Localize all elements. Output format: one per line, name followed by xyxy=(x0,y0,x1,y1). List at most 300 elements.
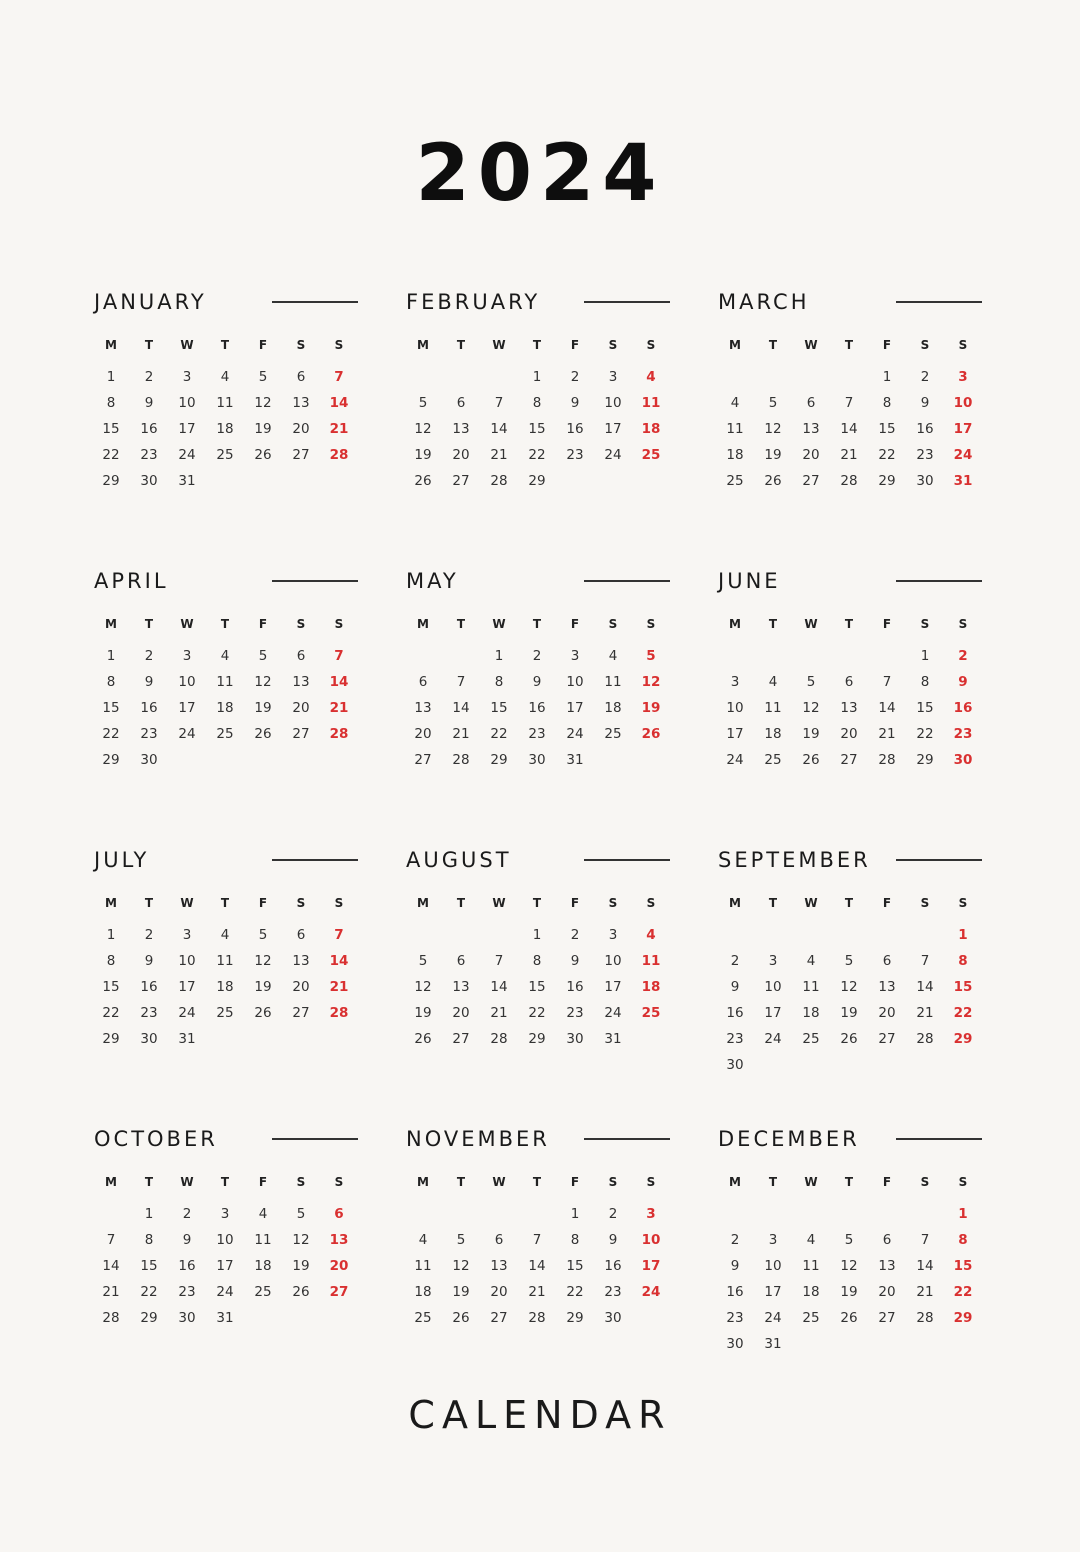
day-cell: 25 xyxy=(604,726,622,742)
day-cell: 19 xyxy=(840,1005,858,1021)
day-cell: 25 xyxy=(216,447,234,463)
weekday-label: T xyxy=(220,896,230,910)
day-cell: 9 xyxy=(570,395,580,411)
day-cell: 21 xyxy=(452,726,470,742)
weekday-label: M xyxy=(417,338,429,352)
day-cell: 17 xyxy=(566,700,584,716)
day-cell: 18 xyxy=(764,726,782,742)
month-header xyxy=(716,846,984,874)
day-cell: 13 xyxy=(802,421,820,437)
weekday-label: F xyxy=(258,1175,268,1189)
day-cell: 21 xyxy=(840,447,858,463)
day-cell: 17 xyxy=(178,979,196,995)
day-cell: 30 xyxy=(140,1031,158,1047)
weekday-label: T xyxy=(844,338,854,352)
sunday-day-cell: 11 xyxy=(641,395,661,411)
day-cell: 17 xyxy=(604,979,622,995)
day-cell: 1 xyxy=(144,1206,154,1222)
day-cell: 1 xyxy=(106,648,116,664)
day-cell: 22 xyxy=(916,726,934,742)
day-cell: 15 xyxy=(528,979,546,995)
day-cell: 4 xyxy=(418,1232,428,1248)
day-cell: 1 xyxy=(106,927,116,943)
day-cell: 22 xyxy=(102,447,120,463)
day-cell: 21 xyxy=(490,447,508,463)
day-cell: 12 xyxy=(802,700,820,716)
weekday-label: S xyxy=(296,338,306,352)
day-cell: 16 xyxy=(140,700,158,716)
weekday-label: F xyxy=(570,896,580,910)
day-cell: 16 xyxy=(566,979,584,995)
day-cell: 15 xyxy=(528,421,546,437)
day-cell: 2 xyxy=(570,927,580,943)
day-cell: 11 xyxy=(216,953,234,969)
day-cell: 10 xyxy=(726,700,744,716)
empty-day-cell xyxy=(518,1201,556,1227)
empty-day-cell xyxy=(442,1201,480,1227)
weekday-label: M xyxy=(729,896,741,910)
day-cell: 3 xyxy=(608,369,618,385)
day-cell: 7 xyxy=(920,1232,930,1248)
day-cell: 14 xyxy=(490,979,508,995)
day-cell: 14 xyxy=(102,1258,120,1274)
month-divider-line xyxy=(896,859,982,861)
weekday-label: M xyxy=(729,338,741,352)
month-november xyxy=(404,1125,672,1404)
sunday-day-cell: 9 xyxy=(958,674,968,690)
weekday-label: W xyxy=(492,617,506,631)
weekday-label: T xyxy=(144,338,154,352)
day-cell: 21 xyxy=(490,1005,508,1021)
weekday-label: F xyxy=(882,338,892,352)
day-cell: 28 xyxy=(490,1031,508,1047)
month-divider-line xyxy=(272,859,358,861)
day-cell: 23 xyxy=(604,1284,622,1300)
day-cell: 22 xyxy=(878,447,896,463)
day-cell: 15 xyxy=(490,700,508,716)
day-cell: 11 xyxy=(216,395,234,411)
day-cell: 8 xyxy=(106,953,116,969)
weekday-label: S xyxy=(958,617,968,631)
day-cell: 11 xyxy=(414,1258,432,1274)
weekday-label: T xyxy=(456,1175,466,1189)
day-cell: 19 xyxy=(292,1258,310,1274)
empty-day-cell xyxy=(792,364,830,390)
day-cell: 11 xyxy=(726,421,744,437)
month-divider-line xyxy=(272,580,358,582)
weekday-label: F xyxy=(258,896,268,910)
day-cell: 6 xyxy=(456,395,466,411)
weekday-label: F xyxy=(258,338,268,352)
empty-day-cell xyxy=(754,1201,792,1227)
weekday-label: S xyxy=(334,617,344,631)
month-april xyxy=(92,567,360,846)
day-cell: 11 xyxy=(802,1258,820,1274)
day-cell: 23 xyxy=(726,1310,744,1326)
day-cell: 20 xyxy=(292,700,310,716)
day-cell: 31 xyxy=(764,1336,782,1352)
sunday-day-cell: 28 xyxy=(329,726,349,742)
month-divider-line xyxy=(896,1138,982,1140)
day-cell: 24 xyxy=(178,726,196,742)
day-cell: 14 xyxy=(452,700,470,716)
sunday-day-cell: 17 xyxy=(953,421,973,437)
empty-day-cell xyxy=(868,922,906,948)
day-cell: 16 xyxy=(140,421,158,437)
weekday-label: S xyxy=(958,896,968,910)
day-cell: 12 xyxy=(452,1258,470,1274)
day-cell: 13 xyxy=(414,700,432,716)
day-cell: 27 xyxy=(414,752,432,768)
weekday-label: S xyxy=(920,338,930,352)
day-cell: 26 xyxy=(254,726,272,742)
weekday-label: W xyxy=(804,617,818,631)
day-cell: 3 xyxy=(570,648,580,664)
day-cell: 27 xyxy=(292,726,310,742)
weekday-label: M xyxy=(729,617,741,631)
day-cell: 12 xyxy=(840,979,858,995)
month-january xyxy=(92,288,360,567)
day-cell: 12 xyxy=(840,1258,858,1274)
weekday-label: S xyxy=(958,338,968,352)
weekday-label: T xyxy=(220,617,230,631)
month-divider-line xyxy=(272,1138,358,1140)
calendar-caption: CALENDAR xyxy=(408,1393,672,1437)
weekday-label: S xyxy=(920,617,930,631)
day-cell: 23 xyxy=(566,1005,584,1021)
day-cell: 23 xyxy=(528,726,546,742)
day-cell: 27 xyxy=(490,1310,508,1326)
day-cell: 28 xyxy=(528,1310,546,1326)
day-grid xyxy=(92,617,358,773)
day-cell: 29 xyxy=(102,752,120,768)
month-name: OCTOBER xyxy=(94,1127,218,1151)
day-cell: 25 xyxy=(254,1284,272,1300)
day-cell: 24 xyxy=(764,1310,782,1326)
weekday-label: W xyxy=(180,896,194,910)
day-cell: 24 xyxy=(178,1005,196,1021)
weekday-label: T xyxy=(844,896,854,910)
weekday-label: W xyxy=(492,896,506,910)
day-cell: 15 xyxy=(102,421,120,437)
weekday-label: S xyxy=(296,1175,306,1189)
day-cell: 6 xyxy=(494,1232,504,1248)
weekday-label: T xyxy=(144,1175,154,1189)
sunday-day-cell: 16 xyxy=(953,700,973,716)
day-cell: 29 xyxy=(878,473,896,489)
empty-day-cell xyxy=(716,1201,754,1227)
day-cell: 16 xyxy=(726,1284,744,1300)
day-cell: 19 xyxy=(254,700,272,716)
day-cell: 16 xyxy=(566,421,584,437)
weekday-label: S xyxy=(334,1175,344,1189)
day-cell: 17 xyxy=(216,1258,234,1274)
day-cell: 17 xyxy=(726,726,744,742)
day-cell: 4 xyxy=(730,395,740,411)
day-cell: 31 xyxy=(178,1031,196,1047)
day-cell: 15 xyxy=(916,700,934,716)
weekday-label: T xyxy=(144,617,154,631)
month-header xyxy=(92,288,360,316)
sunday-day-cell: 2 xyxy=(958,648,968,664)
day-cell: 20 xyxy=(878,1005,896,1021)
weekday-label: T xyxy=(844,1175,854,1189)
day-cell: 10 xyxy=(178,395,196,411)
day-cell: 25 xyxy=(414,1310,432,1326)
day-cell: 31 xyxy=(216,1310,234,1326)
empty-day-cell xyxy=(830,922,868,948)
day-cell: 23 xyxy=(140,726,158,742)
sunday-day-cell: 3 xyxy=(958,369,968,385)
weekday-label: T xyxy=(456,896,466,910)
day-cell: 16 xyxy=(916,421,934,437)
day-cell: 24 xyxy=(178,447,196,463)
day-cell: 9 xyxy=(144,953,154,969)
day-cell: 12 xyxy=(254,395,272,411)
day-grid xyxy=(92,1175,358,1331)
sunday-day-cell: 29 xyxy=(953,1031,973,1047)
empty-day-cell xyxy=(792,1201,830,1227)
day-cell: 13 xyxy=(878,1258,896,1274)
weekday-label: T xyxy=(768,1175,778,1189)
day-cell: 22 xyxy=(528,447,546,463)
day-cell: 12 xyxy=(414,421,432,437)
empty-day-cell xyxy=(442,922,480,948)
day-cell: 1 xyxy=(882,369,892,385)
day-cell: 19 xyxy=(802,726,820,742)
day-cell: 14 xyxy=(878,700,896,716)
month-divider-line xyxy=(584,580,670,582)
day-cell: 21 xyxy=(102,1284,120,1300)
day-cell: 7 xyxy=(844,395,854,411)
day-cell: 5 xyxy=(418,953,428,969)
month-name: JULY xyxy=(94,848,150,872)
empty-day-cell xyxy=(404,1201,442,1227)
sunday-day-cell: 4 xyxy=(646,927,656,943)
weekday-label: S xyxy=(646,338,656,352)
day-cell: 20 xyxy=(840,726,858,742)
day-grid xyxy=(404,338,670,494)
empty-day-cell xyxy=(792,643,830,669)
day-cell: 27 xyxy=(878,1310,896,1326)
day-grid xyxy=(404,1175,670,1331)
day-cell: 10 xyxy=(604,953,622,969)
day-cell: 21 xyxy=(916,1284,934,1300)
empty-day-cell xyxy=(92,1201,130,1227)
day-cell: 1 xyxy=(532,927,542,943)
day-cell: 1 xyxy=(920,648,930,664)
day-cell: 11 xyxy=(802,979,820,995)
empty-day-cell xyxy=(792,922,830,948)
day-cell: 8 xyxy=(106,674,116,690)
day-cell: 7 xyxy=(494,953,504,969)
month-name: APRIL xyxy=(94,569,169,593)
empty-day-cell xyxy=(716,643,754,669)
weekday-label: W xyxy=(180,1175,194,1189)
day-cell: 5 xyxy=(418,395,428,411)
weekday-label: F xyxy=(882,896,892,910)
empty-day-cell xyxy=(480,1201,518,1227)
day-cell: 8 xyxy=(882,395,892,411)
month-header xyxy=(716,567,984,595)
day-cell: 29 xyxy=(566,1310,584,1326)
weekday-label: M xyxy=(105,338,117,352)
sunday-day-cell: 11 xyxy=(641,953,661,969)
day-cell: 2 xyxy=(144,369,154,385)
day-cell: 20 xyxy=(414,726,432,742)
empty-day-cell xyxy=(404,643,442,669)
day-cell: 4 xyxy=(806,953,816,969)
day-cell: 26 xyxy=(802,752,820,768)
day-grid xyxy=(92,338,358,494)
day-cell: 8 xyxy=(570,1232,580,1248)
day-cell: 9 xyxy=(608,1232,618,1248)
empty-day-cell xyxy=(830,1201,868,1227)
month-july xyxy=(92,846,360,1125)
month-header xyxy=(92,1125,360,1153)
day-cell: 25 xyxy=(216,726,234,742)
day-cell: 4 xyxy=(608,648,618,664)
day-cell: 31 xyxy=(604,1031,622,1047)
day-grid xyxy=(716,1175,982,1357)
day-cell: 3 xyxy=(768,1232,778,1248)
month-name: NOVEMBER xyxy=(406,1127,550,1151)
day-cell: 24 xyxy=(604,1005,622,1021)
weekday-label: M xyxy=(105,896,117,910)
day-cell: 21 xyxy=(528,1284,546,1300)
day-cell: 4 xyxy=(220,927,230,943)
day-cell: 30 xyxy=(604,1310,622,1326)
day-cell: 18 xyxy=(414,1284,432,1300)
day-cell: 20 xyxy=(452,1005,470,1021)
day-cell: 14 xyxy=(528,1258,546,1274)
sunday-day-cell: 14 xyxy=(329,953,349,969)
day-cell: 10 xyxy=(178,953,196,969)
month-divider-line xyxy=(584,301,670,303)
empty-day-cell xyxy=(404,922,442,948)
weekday-label: T xyxy=(220,1175,230,1189)
month-february xyxy=(404,288,672,567)
day-cell: 13 xyxy=(452,979,470,995)
weekday-label: M xyxy=(729,1175,741,1189)
sunday-day-cell: 22 xyxy=(953,1005,973,1021)
sunday-day-cell: 15 xyxy=(953,1258,973,1274)
day-cell: 23 xyxy=(916,447,934,463)
month-august xyxy=(404,846,672,1125)
weekday-label: M xyxy=(417,1175,429,1189)
empty-day-cell xyxy=(480,364,518,390)
day-cell: 16 xyxy=(140,979,158,995)
sunday-day-cell: 8 xyxy=(958,953,968,969)
day-cell: 14 xyxy=(840,421,858,437)
sunday-day-cell: 25 xyxy=(641,447,661,463)
day-cell: 30 xyxy=(140,473,158,489)
day-cell: 5 xyxy=(258,648,268,664)
day-cell: 19 xyxy=(254,979,272,995)
day-cell: 6 xyxy=(882,1232,892,1248)
day-cell: 30 xyxy=(726,1057,744,1073)
day-cell: 23 xyxy=(566,447,584,463)
day-cell: 12 xyxy=(254,953,272,969)
day-cell: 4 xyxy=(768,674,778,690)
sunday-day-cell: 7 xyxy=(334,369,344,385)
day-cell: 8 xyxy=(920,674,930,690)
weekday-label: F xyxy=(882,617,892,631)
day-cell: 22 xyxy=(566,1284,584,1300)
sunday-day-cell: 7 xyxy=(334,648,344,664)
day-cell: 22 xyxy=(102,1005,120,1021)
day-cell: 30 xyxy=(178,1310,196,1326)
month-june xyxy=(716,567,984,846)
day-grid xyxy=(716,617,982,773)
weekday-label: W xyxy=(804,896,818,910)
day-cell: 24 xyxy=(726,752,744,768)
day-cell: 20 xyxy=(452,447,470,463)
sunday-day-cell: 12 xyxy=(641,674,661,690)
day-cell: 5 xyxy=(296,1206,306,1222)
day-cell: 23 xyxy=(726,1031,744,1047)
day-cell: 27 xyxy=(292,447,310,463)
day-cell: 18 xyxy=(216,700,234,716)
day-cell: 11 xyxy=(216,674,234,690)
day-cell: 28 xyxy=(916,1031,934,1047)
day-cell: 11 xyxy=(254,1232,272,1248)
day-cell: 27 xyxy=(802,473,820,489)
day-cell: 17 xyxy=(178,421,196,437)
sunday-day-cell: 8 xyxy=(958,1232,968,1248)
day-cell: 7 xyxy=(882,674,892,690)
sunday-day-cell: 28 xyxy=(329,1005,349,1021)
month-header xyxy=(404,288,672,316)
day-grid xyxy=(92,896,358,1052)
weekday-label: T xyxy=(456,338,466,352)
month-header xyxy=(404,846,672,874)
month-december xyxy=(716,1125,984,1404)
day-cell: 12 xyxy=(254,674,272,690)
day-grid xyxy=(716,338,982,494)
day-cell: 4 xyxy=(220,648,230,664)
day-cell: 2 xyxy=(182,1206,192,1222)
day-cell: 30 xyxy=(140,752,158,768)
day-cell: 8 xyxy=(494,674,504,690)
empty-day-cell xyxy=(830,643,868,669)
weekday-label: M xyxy=(417,617,429,631)
month-header xyxy=(716,288,984,316)
day-cell: 3 xyxy=(182,648,192,664)
weekday-label: M xyxy=(417,896,429,910)
day-cell: 24 xyxy=(216,1284,234,1300)
day-cell: 18 xyxy=(802,1284,820,1300)
empty-day-cell xyxy=(868,643,906,669)
day-cell: 17 xyxy=(178,700,196,716)
day-cell: 8 xyxy=(532,953,542,969)
month-name: JANUARY xyxy=(94,290,207,314)
day-cell: 15 xyxy=(102,979,120,995)
day-cell: 13 xyxy=(840,700,858,716)
day-cell: 9 xyxy=(570,953,580,969)
empty-day-cell xyxy=(480,922,518,948)
weekday-label: T xyxy=(144,896,154,910)
day-cell: 26 xyxy=(840,1031,858,1047)
day-cell: 10 xyxy=(216,1232,234,1248)
weekday-label: S xyxy=(646,617,656,631)
day-cell: 13 xyxy=(292,674,310,690)
day-cell: 18 xyxy=(254,1258,272,1274)
month-divider-line xyxy=(896,301,982,303)
day-cell: 3 xyxy=(220,1206,230,1222)
day-cell: 8 xyxy=(106,395,116,411)
sunday-day-cell: 15 xyxy=(953,979,973,995)
